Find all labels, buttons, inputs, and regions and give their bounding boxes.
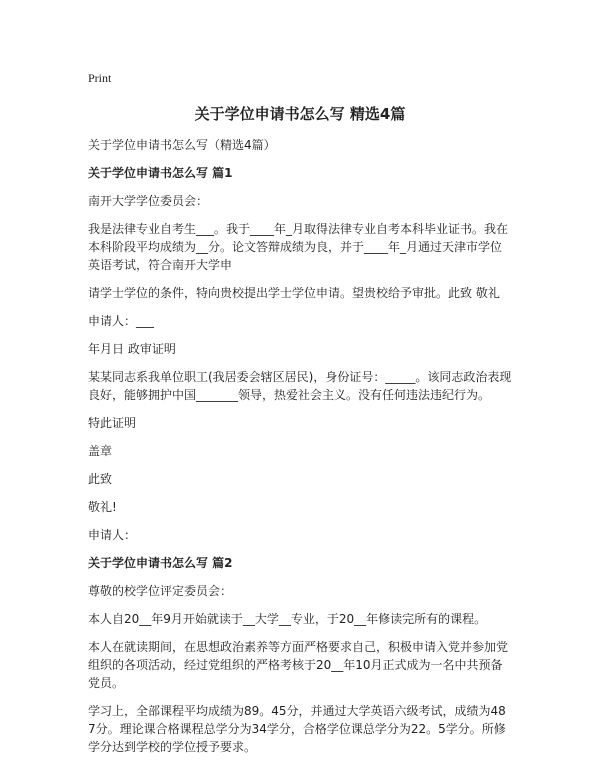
body-paragraph: 本人在就读期间，在思想政治素养等方面严格要求自己，积极申请入党并参加党组织的各项活动，经过党组织的严格考核于20__年10月正式成为一名中共预备党员。 bbox=[88, 640, 509, 690]
body-paragraph: 本人自20__年9月开始就读于__大学__专业，于20__年修读完所有的课程。 bbox=[88, 612, 487, 626]
certify-line: 特此证明 bbox=[88, 416, 137, 430]
salutation-1: 南开大学学位委员会： bbox=[88, 194, 209, 208]
subtitle-line: 关于学位申请书怎么写（精选4篇） bbox=[88, 138, 276, 152]
applicant-line: 申请人： bbox=[88, 528, 137, 542]
section-heading-2: 关于学位申请书怎么写 篇2 bbox=[88, 556, 233, 570]
date-line: 年月日 政审证明 bbox=[88, 342, 176, 356]
body-paragraph: 请学士学位的条件，特向贵校提出学士学位申请。望贵校给予审批。此致 敬礼 bbox=[88, 286, 500, 300]
seal-line: 盖章 bbox=[88, 444, 113, 458]
print-label: Print bbox=[88, 71, 112, 85]
document-title: 关于学位申请书怎么写 精选4篇 bbox=[194, 105, 406, 123]
body-paragraph: 学习上，全部课程平均成绩为89。45分，并通过大学英语六级考试，成绩为487分。理论课合格课程总学分为34学分，合格学位课总学分为22。5学分。所修学分达到学校的学位授予要求。 bbox=[88, 704, 506, 754]
body-paragraph: 某某同志系我单位职工(我居委会辖区居民)，身份证号：_____。该同志政治表现良好，能够拥护中国_______领导，热爱社会主义。没有任何违法违纪行为。 bbox=[88, 370, 512, 402]
section-heading-1: 关于学位申请书怎么写 篇1 bbox=[88, 166, 233, 180]
closing-line: 此致 bbox=[88, 472, 113, 486]
salutation-2: 尊敬的校学位评定委员会： bbox=[88, 584, 233, 598]
body-paragraph: 我是法律专业自考生___。我于____年_月取得法律专业自考本科毕业证书。我在本科阶段平均成绩为__分。论文答辩成绩为良，并于____年_月通过天津市学位英语考试，符合南开大学申 bbox=[88, 222, 509, 272]
applicant-line: 申请人：___ bbox=[88, 314, 155, 328]
closing-line: 敬礼! bbox=[88, 500, 117, 514]
